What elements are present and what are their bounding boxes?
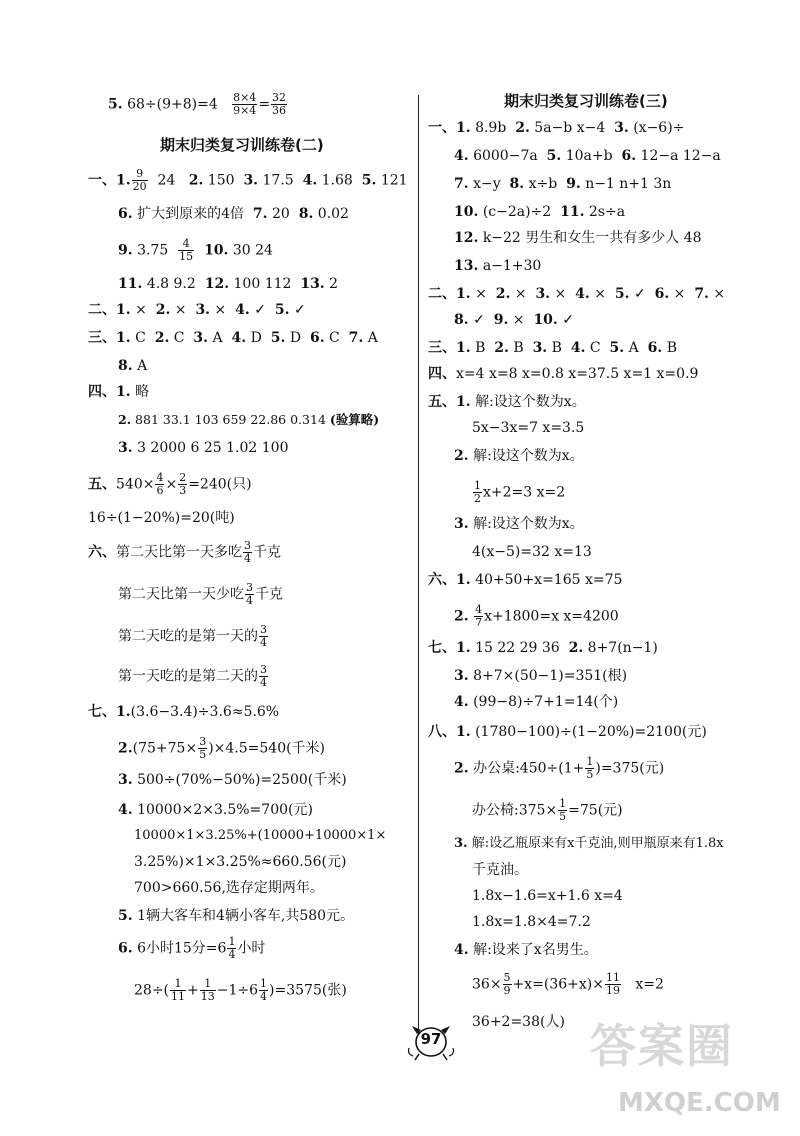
r-six-row2: 2. $\frac{4}{7}$ x+1800=x x=4200	[454, 603, 619, 629]
r-two-row2: 8. ✓ 9. × 10. ✓	[454, 312, 574, 328]
q-seven-row3: 3. 500÷(70%−50%)=2500(千米)	[118, 772, 347, 788]
q-one-row4: 11. 4.8 9.2 12. 100 112 13. 2	[118, 276, 339, 292]
q-six-row2: 第二天比第一天少吃 $\frac{3}{4}$ 千克	[118, 581, 283, 607]
q-four-row3: 3. 3 2000 6 25 1.02 100	[118, 440, 289, 456]
r-eight-row5: 千克油。	[472, 862, 528, 878]
r-five-row1: 五、1. 解:设这个数为x。	[428, 394, 586, 410]
r-eight-row7: 1.8x=1.8×4=7.2	[472, 914, 591, 930]
r-eight-row3: 办公椅:375× $\frac{1}{5}$ =75(元)	[472, 797, 623, 823]
r-seven-row2: 3. 8+7×(50−1)=351(根)	[454, 668, 628, 684]
section-title-2: 期末归类复习训练卷(二)	[160, 136, 324, 154]
q-five: 五、540× $\frac{4}{6}$ × $\frac{2}{3}$ =240(只)	[88, 471, 252, 497]
r-seven-row1: 七、1. 15 22 29 36 2. 8+7(n−1)	[428, 640, 658, 656]
watermark: 答案圈 MXQE.COM	[590, 1019, 781, 1118]
r-eight-row9: 36× $\frac{5}{9}$ +x=(36+x)× $\frac{11}{19}$ x=2	[472, 971, 664, 997]
q-three: 三、1. C 2. C 3. A 4. D 5. D 6. C 7. A	[88, 330, 378, 346]
q-seven-row6: 3.25%)×1×3.25%≈660.56(元)	[134, 854, 347, 870]
r-five-row6: 4(x−5)=32 x=13	[472, 544, 592, 560]
r-eight-row6: 1.8x−1.6=x+1.6 x=4	[472, 888, 623, 904]
fraction: $\frac{8\times 4}{9\times 4}$	[233, 91, 257, 117]
q-seven-row2: 2.(75+75× $\frac{3}{5}$ )×4.5=540(千米)	[118, 735, 326, 761]
r-eight-row10: 36+2=38(人)	[472, 1014, 565, 1030]
column-divider	[418, 95, 419, 1035]
r-one-row2: 4. 6000−7a 5. 10a+b 6. 12−a 12−a	[454, 148, 721, 164]
q-two: 二、1. × 2. × 3. × 4. ✓ 5. ✓	[88, 302, 306, 318]
r-three: 三、1. B 2. B 3. B 4. C 5. A 6. B	[428, 340, 678, 356]
q-three-row2: 8. A	[118, 358, 148, 374]
q-four: 四、1. 略	[88, 384, 150, 400]
page-number: 97	[405, 1018, 457, 1062]
q-one-row2: 6. 扩大到原来的4倍 7. 20 8. 0.02	[118, 206, 349, 222]
q-seven-row4: 4. 10000×2×3.5%=700(元)	[118, 802, 313, 818]
q-four-row2: 2. 881 33.1 103 659 22.86 0.314 (验算略)	[118, 412, 380, 427]
q-seven-row5: 10000×1×3.25%+(10000+10000×1×	[134, 828, 387, 843]
r-seven-row3: 4. (99−8)÷7+1=14(个)	[454, 694, 619, 710]
q-seven-row10: 28÷( $\frac{1}{11}$ + $\frac{1}{13}$ −1÷6 $\frac{1}{4}$ )=3575(张)	[134, 977, 347, 1003]
q-seven-row8: 5. 1辆大客车和4辆小客车,共580元。	[118, 908, 355, 924]
r-eight-row1: 八、1. (1780−100)÷(1−20%)=2100(元)	[428, 724, 707, 740]
r-eight-row8: 4. 解:设来了x名男生。	[454, 942, 598, 958]
q-six: 六、第二天比第一天多吃 $\frac{3}{4}$ 千克	[88, 539, 281, 565]
r-five-row2: 5x−3x=7 x=3.5	[472, 420, 585, 436]
r-five-row5: 3. 解:设这个数为x。	[454, 516, 584, 532]
r-eight-row2: 2. 办公桌:450÷(1+ $\frac{1}{5}$ )=375(元)	[454, 755, 665, 781]
r-one-row3: 7. x−y 8. x÷b 9. n−1 n+1 3n	[454, 176, 672, 192]
fraction: $\frac{32}{36}$	[272, 91, 287, 117]
r-two-row1: 二、1. × 2. × 3. × 4. × 5. ✓ 6. × 7. ×	[428, 286, 726, 302]
r-one-row6: 13. a−1+30	[454, 258, 542, 274]
q-seven: 七、1.(3.6−3.4)÷3.6≈5.6%	[88, 704, 280, 720]
q-six-row4: 第一天吃的是第二天的 $\frac{3}{4}$	[118, 663, 267, 689]
section-title-3: 期末归类复习训练卷(三)	[504, 92, 668, 110]
r-one-row4: 10. (c−2a)÷2 11. 2s÷a	[454, 204, 626, 220]
r-five-row4: $\frac{1}{2}$ x+2=3 x=2	[474, 479, 566, 505]
q-one-row3: 9. 3.75 $\frac{4}{15}$ 10. 30 24	[118, 237, 273, 263]
r-one-row5: 12. k−22 男生和女生一共有多少人 48	[454, 230, 702, 246]
q-seven-row7: 700>660.56,选存定期两年。	[134, 880, 324, 896]
q-five-row2: 16÷(1−20%)=20(吨)	[88, 510, 235, 526]
q-one-row1: 一、1. $\frac{9}{20}$ 24 2. 150 3. 17.5 4. 1.68 5. 121	[88, 167, 408, 193]
r-eight-row4: 3. 解:设乙瓶原来有x千克油,则甲瓶原来有1.8x	[454, 836, 724, 851]
top-line: 5. 68÷(9+8)=4 $\frac{8\times 4}{9\times 4}$ = $\frac{32}{36}$	[108, 91, 287, 117]
r-five-row3: 2. 解:设这个数为x。	[454, 448, 584, 464]
r-one-row1: 一、1. 8.9b 2. 5a−b x−4 3. (x−6)÷	[428, 120, 685, 136]
q-seven-row9: 6. 6小时15分=6 $\frac{1}{4}$ 小时	[118, 935, 266, 961]
q-six-row3: 第二天吃的是第一天的 $\frac{3}{4}$	[118, 623, 267, 649]
r-four: 四、x=4 x=8 x=0.8 x=37.5 x=1 x=0.9	[428, 366, 699, 382]
r-six-row1: 六、1. 40+50+x=165 x=75	[428, 572, 623, 588]
